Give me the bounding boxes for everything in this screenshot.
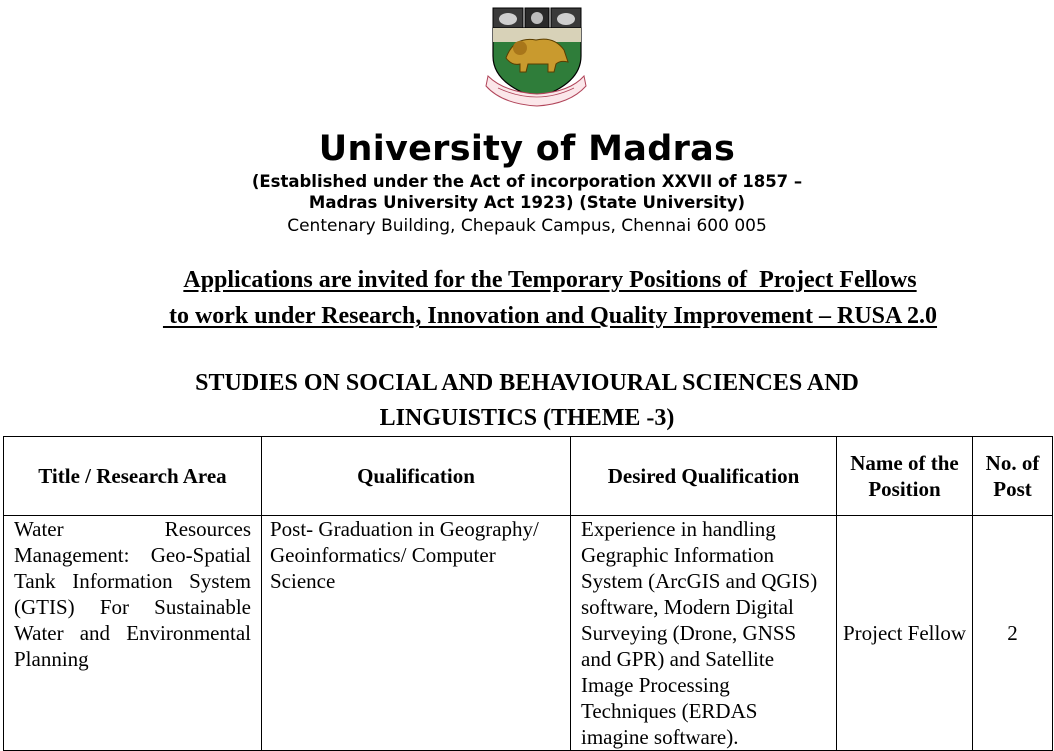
established-line-1: (Established under the Act of incorporation XXVII of 1857 – xyxy=(251,172,803,191)
table-row xyxy=(4,516,1053,751)
university-address: Centenary Building, Chepauk Campus, Chennai 600 005 xyxy=(287,216,767,236)
row-qualification: Post- Graduation in Geography/ Geoinformatics/ Computer Science xyxy=(262,516,571,751)
theme-heading-line-2: LINGUISTICS (THEME -3) xyxy=(379,405,675,431)
header-qualification: Qualification xyxy=(262,437,571,516)
row-title-area: Water Resources Management: Geo-Spatial Tank Information System (GTIS) For Sustainable Water and Environmental Planning xyxy=(4,516,262,751)
row-desired-qualification: Experience in handling Gegraphic Information System (ArcGIS and QGIS) software, Modern Digital Surveying (Drone, GNSS and GPR) and Satellite Image Processing Techniques (ERDAS imagine software). xyxy=(571,516,837,751)
established-line-2: Madras University Act 1923) (State University) xyxy=(308,193,746,212)
header-no-of-post: No. of Post xyxy=(973,437,1053,516)
advert-heading-line-1-text: Applications are invited for the Temporary Positions of Project Fellows xyxy=(183,267,917,293)
positions-table xyxy=(3,436,1053,751)
university-name: University of Madras xyxy=(318,129,736,169)
advert-heading-line-2 xyxy=(0,300,1054,332)
university-seal-icon xyxy=(484,6,588,112)
header-title-area: Title / Research Area xyxy=(4,437,262,516)
advert-heading-line-1 xyxy=(0,264,1054,296)
theme-heading-line-1: STUDIES ON SOCIAL AND BEHAVIOURAL SCIENCES AND xyxy=(195,370,859,396)
row-position-name: Project Fellow xyxy=(837,516,973,751)
header-position-name: Name of the Position xyxy=(837,437,973,516)
header-desired-qualification: Desired Qualification xyxy=(571,437,837,516)
advert-heading-line-2-text: to work under Research, Innovation and Quality Improvement – RUSA 2.0 xyxy=(162,303,938,329)
table-header-row xyxy=(4,437,1053,516)
row-no-of-post: 2 xyxy=(973,516,1053,751)
